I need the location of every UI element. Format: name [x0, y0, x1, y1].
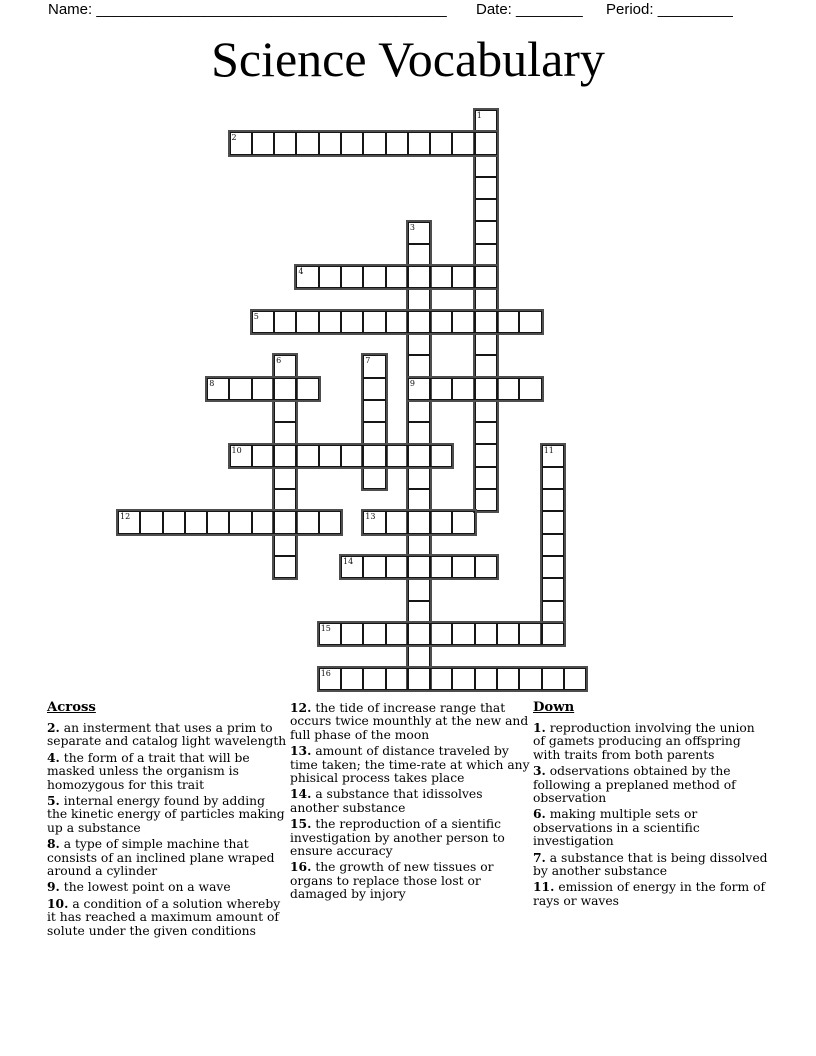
- clue-number: 2.: [47, 720, 60, 735]
- grid-cell[interactable]: [542, 445, 564, 467]
- grid-cell[interactable]: [430, 668, 452, 690]
- grid-cell[interactable]: [542, 623, 564, 645]
- cell-number: 3: [409, 222, 415, 232]
- grid-cell[interactable]: [519, 311, 541, 333]
- grid-cell[interactable]: [319, 623, 341, 645]
- grid-cell[interactable]: [363, 623, 385, 645]
- grid-cell[interactable]: [296, 378, 318, 400]
- grid-cell[interactable]: [363, 132, 385, 154]
- date-label: Date:: [476, 1, 512, 18]
- grid-cell[interactable]: [452, 556, 474, 578]
- grid-cell[interactable]: [408, 489, 430, 511]
- grid-cell[interactable]: [475, 556, 497, 578]
- period-label: Period:: [606, 1, 654, 18]
- grid-cell[interactable]: [363, 422, 385, 444]
- grid-cell[interactable]: [542, 534, 564, 556]
- grid-cell[interactable]: [408, 400, 430, 422]
- word-10-across: [228, 443, 455, 469]
- grid-cell[interactable]: [207, 511, 229, 533]
- grid-cell[interactable]: [475, 467, 497, 489]
- grid-cell[interactable]: [408, 378, 430, 400]
- clue-number: 9.: [47, 879, 60, 895]
- grid-cell[interactable]: [430, 623, 452, 645]
- grid-cell[interactable]: [252, 511, 274, 533]
- grid-cell[interactable]: [185, 511, 207, 533]
- grid-cell[interactable]: [408, 355, 430, 377]
- clue-number: 8.: [47, 836, 60, 852]
- grid-cell[interactable]: [386, 311, 408, 333]
- grid-cell[interactable]: [341, 623, 363, 645]
- word-2-across: [228, 130, 500, 156]
- clue-8: 8. a type of simple machine that consists of an inclined plane wraped around a cylinder: [47, 836, 275, 879]
- clue-5: 5. internal energy found by adding the kinetic energy of particles making up a substance: [47, 793, 285, 835]
- grid-cell[interactable]: [341, 556, 363, 578]
- grid-cell[interactable]: [475, 199, 497, 221]
- clue-number: 16.: [290, 859, 312, 875]
- clue-number: 10.: [47, 895, 69, 911]
- clue-number: 12.: [290, 700, 312, 715]
- grid-cell[interactable]: [363, 355, 385, 377]
- cell-number: 6: [276, 356, 282, 366]
- clue-13: 13. amount of distance traveled by time taken; the time-rate at which any phisical process takes place: [290, 743, 530, 786]
- grid-cell[interactable]: [386, 511, 408, 533]
- cell-number: 7: [365, 356, 371, 366]
- grid-cell[interactable]: [252, 311, 274, 333]
- grid-cell[interactable]: [274, 534, 296, 556]
- grid-cell[interactable]: [163, 511, 185, 533]
- cell-number: 2: [231, 133, 237, 143]
- grid-cell[interactable]: [274, 556, 296, 578]
- grid-cell[interactable]: [408, 645, 430, 667]
- grid-cell[interactable]: [542, 578, 564, 600]
- clue-number: 14.: [290, 786, 312, 802]
- grid-cell[interactable]: [408, 668, 430, 690]
- grid-cell[interactable]: [475, 221, 497, 243]
- grid-cell[interactable]: [430, 266, 452, 288]
- word-8-across: [205, 376, 320, 402]
- clue-number: 1.: [533, 720, 546, 735]
- grid-cell[interactable]: [408, 222, 430, 244]
- grid-cell[interactable]: [140, 511, 162, 533]
- cell-number: 1: [476, 111, 482, 120]
- grid-cell[interactable]: [363, 668, 385, 690]
- word-11-down: [540, 443, 566, 648]
- grid-cell[interactable]: [274, 355, 296, 377]
- down-header: Down: [533, 700, 575, 715]
- grid-cell[interactable]: [497, 378, 519, 400]
- clue-number: 7.: [533, 849, 546, 865]
- grid-cell[interactable]: [274, 489, 296, 511]
- clue-16: 16. the growth of new tissues or organs to replace those lost or damaged by injory: [290, 859, 494, 902]
- grid-cell[interactable]: [408, 578, 430, 600]
- grid-cell[interactable]: [386, 556, 408, 578]
- word-4-across: [294, 264, 499, 290]
- grid-cell[interactable]: [386, 266, 408, 288]
- grid-cell[interactable]: [408, 467, 430, 489]
- grid-cell[interactable]: [229, 511, 251, 533]
- grid-cell[interactable]: [542, 511, 564, 533]
- grid-cell[interactable]: [475, 155, 497, 177]
- grid-cell[interactable]: [475, 311, 497, 333]
- grid-cell[interactable]: [430, 378, 452, 400]
- grid-cell[interactable]: [475, 623, 497, 645]
- cell-number: 12: [120, 512, 131, 522]
- word-14-across: [339, 554, 499, 580]
- grid-cell[interactable]: [408, 601, 430, 623]
- grid-cell[interactable]: [542, 601, 564, 623]
- clue-9: 9. the lowest point on a wave: [47, 879, 231, 895]
- name-blank-line: __________________________________________: [96, 1, 447, 18]
- grid-cell[interactable]: [475, 489, 497, 511]
- grid-cell[interactable]: [475, 288, 497, 310]
- grid-cell[interactable]: [475, 400, 497, 422]
- period-blank-line: _________: [657, 1, 733, 18]
- grid-cell[interactable]: [230, 132, 252, 154]
- grid-cell[interactable]: [363, 311, 385, 333]
- grid-cell[interactable]: [341, 311, 363, 333]
- grid-cell[interactable]: [475, 110, 497, 132]
- grid-cell[interactable]: [430, 311, 452, 333]
- grid-cell[interactable]: [475, 378, 497, 400]
- grid-cell[interactable]: [341, 668, 363, 690]
- grid-cell[interactable]: [475, 244, 497, 266]
- word-12-across: [116, 509, 343, 535]
- grid-cell[interactable]: [430, 511, 452, 533]
- grid-cell[interactable]: [408, 288, 430, 310]
- grid-cell[interactable]: [542, 467, 564, 489]
- grid-cell[interactable]: [430, 445, 452, 467]
- clue-2: 2. an insterment that uses a prim to separate and catalog light wavelength: [47, 720, 287, 749]
- grid-cell[interactable]: [229, 378, 251, 400]
- grid-cell[interactable]: [118, 511, 140, 533]
- clue-1: 1. reproduction involving the union of gamets producing an offspring with traits from both parents: [533, 720, 755, 762]
- grid-cell[interactable]: [475, 444, 497, 466]
- word-16-across: [317, 666, 589, 692]
- grid-cell[interactable]: [363, 511, 385, 533]
- word-13-across: [361, 509, 476, 535]
- clue-number: 6.: [533, 806, 546, 822]
- grid-cell[interactable]: [408, 556, 430, 578]
- grid-cell[interactable]: [319, 445, 341, 467]
- grid-cell[interactable]: [252, 378, 274, 400]
- grid-cell[interactable]: [341, 445, 363, 467]
- clue-4: 4. the form of a trait that will be masked unless the organism is homozygous for this trait: [47, 749, 250, 792]
- grid-cell[interactable]: [542, 668, 564, 690]
- clue-14: 14. a substance that idissolves another substance: [290, 786, 483, 815]
- clue-11: 11. emission of energy in the form of rays or waves: [533, 879, 766, 908]
- date-blank-line: ________: [516, 1, 583, 18]
- across-clues-list-1: [47, 721, 289, 938]
- grid-cell[interactable]: [519, 623, 541, 645]
- grid-cell[interactable]: [319, 266, 341, 288]
- grid-cell[interactable]: [363, 266, 385, 288]
- grid-cell[interactable]: [475, 333, 497, 355]
- grid-cell[interactable]: [564, 668, 586, 690]
- cell-number: 4: [298, 267, 304, 277]
- grid-cell[interactable]: [363, 467, 385, 489]
- grid-cell[interactable]: [296, 445, 318, 467]
- grid-cell[interactable]: [408, 311, 430, 333]
- clue-10: 10. a condition of a solution whereby it has reached a maximum amount of solute under the given conditions: [47, 895, 281, 938]
- grid-cell[interactable]: [319, 132, 341, 154]
- grid-cell[interactable]: [252, 132, 274, 154]
- cell-number: 15: [320, 623, 331, 633]
- grid-cell[interactable]: [475, 422, 497, 444]
- word-7-down: [361, 353, 387, 491]
- clue-15: 15. the reproduction of a sientific investigation by another person to ensure accuracy: [290, 816, 505, 859]
- grid-cell[interactable]: [519, 668, 541, 690]
- grid-cell[interactable]: [542, 489, 564, 511]
- grid-cell[interactable]: [497, 668, 519, 690]
- grid-cell[interactable]: [274, 400, 296, 422]
- clue-number: 13.: [290, 743, 312, 759]
- grid-cell[interactable]: [341, 132, 363, 154]
- across-header: Across: [47, 700, 96, 715]
- grid-cell[interactable]: [230, 445, 252, 467]
- clue-6: 6. making multiple sets or observations in a scientific investigation: [533, 806, 700, 849]
- clue-7: 7. a substance that is being dissolved by another substance: [533, 849, 768, 879]
- grid-cell[interactable]: [274, 422, 296, 444]
- cell-number: 11: [543, 445, 554, 455]
- grid-cell[interactable]: [408, 333, 430, 355]
- grid-cell[interactable]: [452, 378, 474, 400]
- grid-cell[interactable]: [475, 177, 497, 199]
- cell-number: 9: [409, 378, 415, 388]
- grid-cell[interactable]: [386, 445, 408, 467]
- name-label: Name:: [48, 1, 93, 18]
- grid-cell[interactable]: [296, 266, 318, 288]
- clue-number: 15.: [290, 816, 312, 832]
- cell-number: 8: [209, 378, 215, 388]
- clue-number: 11.: [533, 879, 555, 895]
- across-clues-column: [47, 701, 289, 940]
- grid-cell[interactable]: [386, 132, 408, 154]
- grid-cell[interactable]: [207, 378, 229, 400]
- grid-cell[interactable]: [386, 623, 408, 645]
- grid-cell[interactable]: [475, 355, 497, 377]
- clue-number: 5.: [47, 793, 60, 809]
- clue-3: 3. odservations obtained by the following a preplaned method of observation: [533, 763, 736, 806]
- down-clues-column: [533, 701, 769, 910]
- grid-cell[interactable]: [319, 311, 341, 333]
- grid-cell[interactable]: [274, 511, 296, 533]
- grid-cell[interactable]: [542, 556, 564, 578]
- grid-cell[interactable]: [363, 378, 385, 400]
- grid-cell[interactable]: [363, 556, 385, 578]
- grid-cell[interactable]: [408, 132, 430, 154]
- grid-cell[interactable]: [452, 311, 474, 333]
- grid-cell[interactable]: [296, 311, 318, 333]
- grid-cell[interactable]: [274, 445, 296, 467]
- grid-cell[interactable]: [296, 132, 318, 154]
- grid-cell[interactable]: [475, 132, 497, 154]
- grid-cell[interactable]: [408, 422, 430, 444]
- grid-cell[interactable]: [363, 400, 385, 422]
- grid-cell[interactable]: [386, 668, 408, 690]
- grid-cell[interactable]: [274, 311, 296, 333]
- grid-cell[interactable]: [319, 668, 341, 690]
- page-title: Science Vocabulary: [211, 31, 605, 87]
- grid-cell[interactable]: [452, 132, 474, 154]
- grid-cell[interactable]: [519, 378, 541, 400]
- grid-cell[interactable]: [319, 511, 341, 533]
- cell-number: 10: [231, 445, 242, 455]
- across-clues-list-2: [290, 701, 530, 902]
- cell-number: 14: [343, 557, 354, 566]
- grid-cell[interactable]: [408, 534, 430, 556]
- grid-cell[interactable]: [408, 445, 430, 467]
- grid-cell[interactable]: [452, 668, 474, 690]
- grid-cell[interactable]: [408, 623, 430, 645]
- cell-number: 5: [253, 311, 259, 321]
- grid-cell[interactable]: [475, 668, 497, 690]
- clue-number: 4.: [47, 749, 60, 765]
- word-5-across: [250, 309, 544, 335]
- clue-number: 3.: [533, 763, 546, 779]
- grid-cell[interactable]: [274, 378, 296, 400]
- cell-number: 16: [320, 668, 331, 678]
- grid-cell[interactable]: [296, 511, 318, 533]
- grid-cell[interactable]: [408, 244, 430, 266]
- clue-12: 12. the tide of increase range that occurs twice mounthly at the new and full phase of the moon: [290, 700, 529, 742]
- word-9-across: [406, 376, 544, 402]
- cell-number: 13: [365, 512, 376, 522]
- grid-cell[interactable]: [363, 445, 385, 467]
- grid-cell[interactable]: [430, 556, 452, 578]
- grid-cell[interactable]: [408, 266, 430, 288]
- grid-cell[interactable]: [475, 266, 497, 288]
- grid-cell[interactable]: [408, 511, 430, 533]
- grid-cell[interactable]: [341, 266, 363, 288]
- grid-cell[interactable]: [452, 623, 474, 645]
- grid-cell[interactable]: [452, 511, 474, 533]
- word-15-across: [317, 621, 566, 647]
- across-clues-column-2: [290, 701, 530, 904]
- grid-cell[interactable]: [497, 311, 519, 333]
- grid-cell[interactable]: [497, 623, 519, 645]
- grid-cell[interactable]: [274, 132, 296, 154]
- grid-cell[interactable]: [452, 266, 474, 288]
- grid-cell[interactable]: [274, 467, 296, 489]
- grid-cell[interactable]: [430, 132, 452, 154]
- grid-cell[interactable]: [252, 445, 274, 467]
- down-clues-list: [533, 721, 769, 908]
